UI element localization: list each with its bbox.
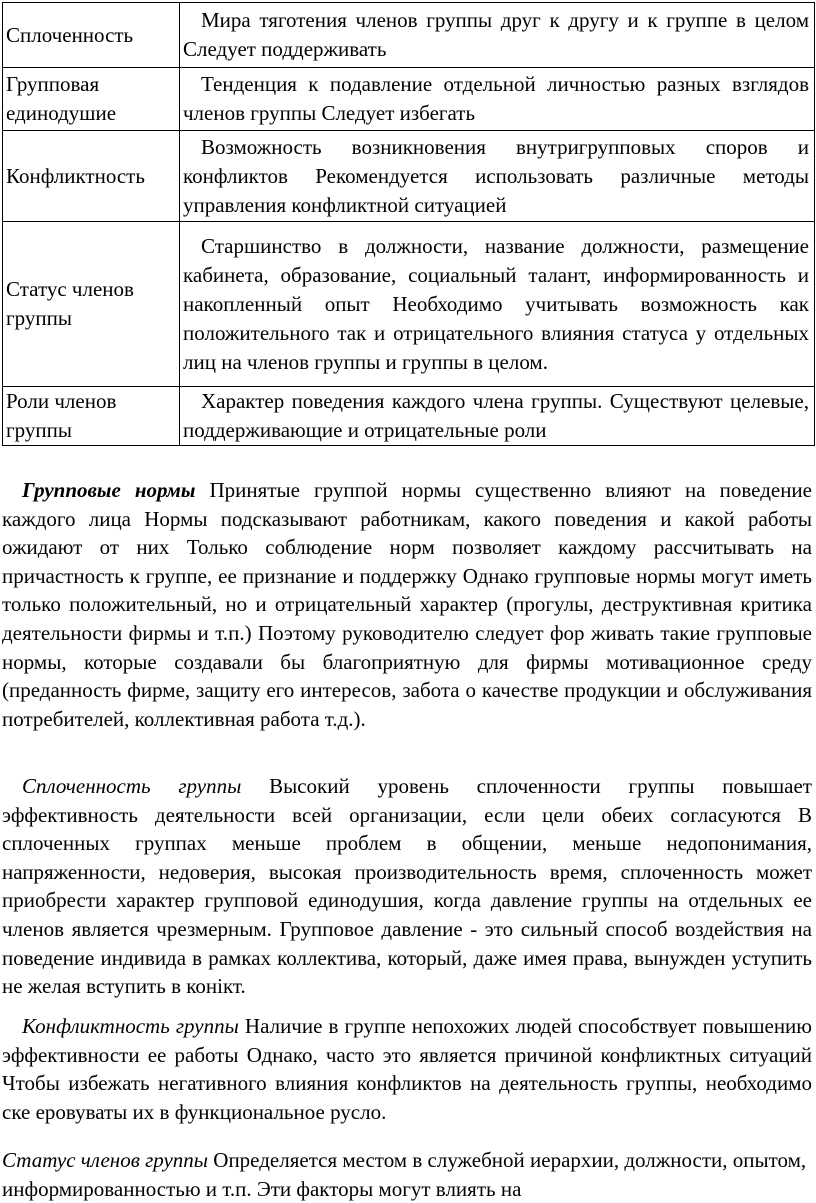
table-row: [3, 68, 815, 131]
paragraph-body: Определяется местом в служебной иерархии, должности, опытом, информированностью и т.п. Эти факторы могут влиять на: [2, 1148, 807, 1201]
table-term-cell: Групповая единодушие: [3, 68, 180, 131]
paragraph-group-cohesion: [2, 772, 812, 1001]
group-properties-table: [2, 2, 815, 446]
table-term-cell: Сплоченность: [3, 3, 180, 68]
table-term-cell: Роли членов группы: [3, 387, 180, 446]
paragraph-body: Наличие в группе непохожих людей способствует повышению эффективности ее работы Однако, часто это является причиной конфликтных ситуаций Чтобы избежать негативного влияния конфликтов на деятельность группы, необходимо ске еровуваты их в функциональное русло.: [2, 1014, 812, 1124]
table-description-text: Возможность возникновения внутригрупповых споров и конфликтов Рекомендуется использовать различные методы управления конфликтной ситуацией: [183, 134, 809, 217]
table-description-text: Тенденция к подавление отдельной личностью разных взглядов членов группы Следует избегать: [183, 72, 809, 125]
table-row: [3, 3, 815, 68]
paragraph-group-norms: [2, 476, 812, 733]
paragraph-group-conflict: [2, 1012, 812, 1126]
table-row: [3, 222, 815, 387]
paragraph-body: Принятые группой нормы существенно влияют на поведение каждого лица Нормы подсказывают работникам, какого поведения и какой работы ожидают от них Только соблюдение норм позволяет каждому рассчитывать на причастность к группе, ее признание и поддержку Однако групповые нормы могут иметь только положительный, но и отрицательный характер (прогулы, деструктивная критика деятельности фирмы и т.п.) Поэтому руководителю следует фор живать такие групповые нормы, которые создавали бы благоприятную для фирмы мотивационное среду (преданность фирме, защиту его интересов, забота о качестве продукции и обслуживания потребителей, коллективная работа т.д.).: [2, 478, 812, 731]
table-description-cell: [180, 3, 815, 68]
table-description-cell: [180, 68, 815, 131]
paragraph-heading: Групповые нормы: [22, 478, 196, 502]
table-description-text: Мира тяготения членов группы друг к другу и к группе в целом Следует поддерживать: [183, 8, 809, 61]
paragraph-heading: Конфликтность группы: [22, 1014, 239, 1038]
table-description-cell: [180, 131, 815, 222]
table-row: [3, 131, 815, 222]
table-description-cell: [180, 222, 815, 387]
table-description-text: Старшинство в должности, название должности, размещение кабинета, образование, социальный талант, информированность и накопленный опыт Необходимо учитывать возможность как положительного так и отрицательного влияния статуса у отдельных лиц на членов группы и группы в целом.: [183, 233, 809, 374]
table-term-cell: Статус членов группы: [3, 222, 180, 387]
paragraph-heading: Сплоченность группы: [22, 774, 242, 798]
table-term-cell: Конфликтность: [3, 131, 180, 222]
paragraph-heading: Статус членов группы: [2, 1148, 209, 1172]
table-description-text: Характер поведения каждого члена группы. Существуют целевые, поддерживающие и отрицательные роли: [183, 389, 809, 442]
paragraph-member-status: [2, 1146, 812, 1203]
table-row: [3, 387, 815, 446]
paragraph-body: Высокий уровень сплоченности группы повышает эффективность деятельности всей организации, если цели обеих согласуются В сплоченных группах меньше проблем в общении, меньше недопонимания, напряженности, недоверия, высокая производительность время, сплоченность может приобрести характер групповой единодушия, когда давление группы на отдельных ее членов является чрезмерным. Групповое давление - это сильный способ воздействия на поведение индивида в рамках коллектива, который, даже имея права, вынужден уступить не желая вступить в конікт.: [2, 774, 812, 999]
table-description-cell: [180, 387, 815, 446]
